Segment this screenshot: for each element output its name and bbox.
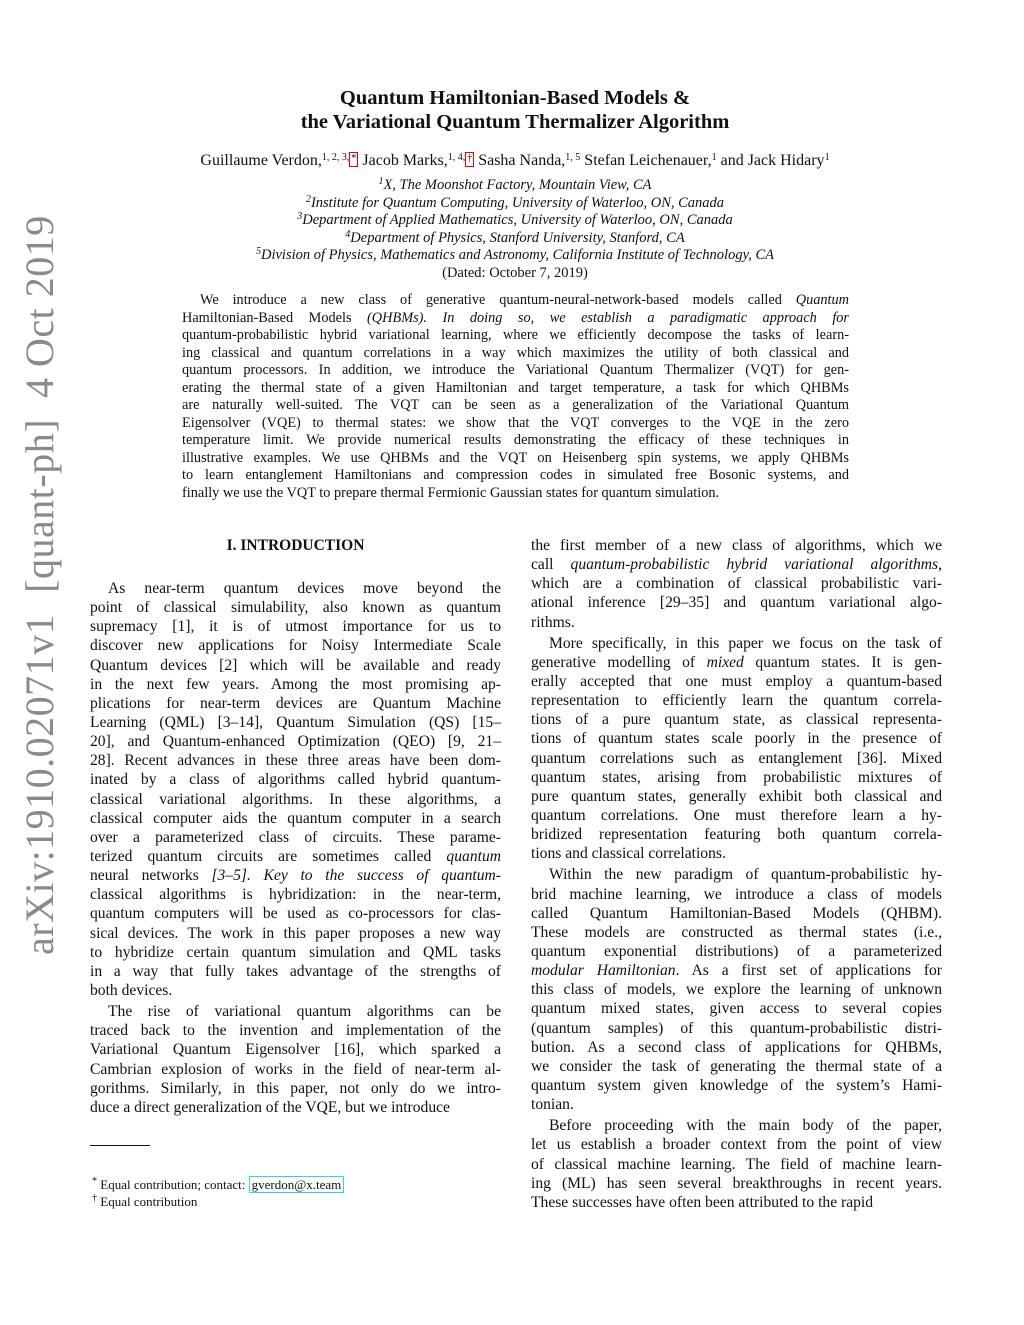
arxiv-stamp: arXiv:1910.02071v1 [quant-ph] 4 Oct 2019	[17, 215, 62, 955]
footnote-mark: *	[92, 1176, 97, 1187]
text-line: this class of models, we explore the learning of unknown	[531, 981, 942, 999]
affil-num: 1	[378, 176, 384, 187]
text-line: let us establish a broader context from the point of view	[531, 1136, 942, 1154]
affil-text: Institute for Quantum Computing, University of Waterloo, ON, Canada	[310, 194, 725, 211]
text-line: tions and classical correlations.	[531, 845, 726, 863]
text-line: 28]. Recent advances in these three areas have been dom-	[90, 752, 501, 770]
text-line: bution. As a second class of applications for QHBMs,	[531, 1038, 942, 1056]
affiliation	[0, 247, 1024, 265]
paragraph	[90, 579, 501, 1000]
author-name: and Jack Hidary	[720, 152, 825, 169]
text-line: These successes have often been attributed to the rapid	[531, 1193, 874, 1211]
text-line: sical devices. The work in this paper proposes a new way	[90, 924, 501, 942]
text-line: supremacy [1], it is of utmost importance for us to	[90, 618, 501, 636]
text-line: modular Hamiltonian. As a first set of applications for	[531, 962, 942, 980]
footnote-link[interactable]: *	[349, 152, 358, 167]
author-affil-sup: 1, 2, 3,	[321, 152, 350, 163]
text-line: which are a combination of classical probabilistic vari-	[531, 575, 942, 593]
text-line: rithms.	[531, 613, 575, 631]
author-name: Jacob Marks,	[362, 152, 448, 169]
right-column	[531, 536, 942, 1214]
title-line-2: the Variational Quantum Thermalizer Algorithm	[300, 111, 730, 133]
text-line: quantum computers will be used as co-processors for clas-	[90, 905, 501, 923]
text-line: quantum correlations such as entanglement [36]. Mixed	[531, 749, 942, 767]
section-heading: I. INTRODUCTION	[226, 537, 365, 554]
footnotes	[92, 1176, 344, 1210]
text-line: We introduce a new class of generative quantum-neural-network-based models called Quantum	[200, 292, 849, 308]
text-line: classical variational algorithms. In these algorithms, a	[90, 790, 501, 808]
text-line: representation to efficiently learn the quantum correla-	[531, 692, 942, 710]
text-line: tonian.	[531, 1096, 574, 1114]
text-line: neural networks [3–5]. Key to the success of quantum-	[90, 867, 501, 885]
text-line: both devices.	[90, 981, 173, 999]
text-line: quantum-probabilistic hybrid variational learning, where we efficiently decompose the tasks of learn-	[182, 327, 849, 343]
footnote-mark: †	[92, 1193, 97, 1204]
text-line: classical algorithms is hybridization: in the near-term,	[90, 886, 501, 904]
affil-num: 4	[345, 228, 351, 240]
text-line: finally we use the VQT to prepare thermal Fermionic Gaussian states for quantum simulation.	[182, 484, 720, 501]
footnote-text: Equal contribution; contact:	[100, 1177, 246, 1192]
paragraph	[531, 865, 942, 1114]
text-line: As near-term quantum devices move beyond the	[108, 580, 501, 597]
text-line: quantum mixed states, given access to several copies	[531, 1000, 942, 1018]
text-line: quantum correlations. One must therefore learn a hy-	[531, 806, 942, 824]
text-line: erating the thermal state of a given Hamiltonian and target temperature, a task for which QHBMs	[182, 379, 849, 396]
text-line: the first member of a new class of algorithms, which we	[531, 537, 942, 554]
affil-text: Department of Applied Mathematics, University of Waterloo, ON, Canada	[302, 212, 733, 228]
text-line: Quantum devices [2] which will be available and ready	[90, 656, 501, 674]
author-affil-sup: 1	[711, 152, 717, 163]
text-line: Variational Quantum Eigensolver [16], which sparked a	[90, 1041, 501, 1059]
author	[584, 152, 716, 169]
text-line: Before proceeding with the main body of the paper,	[549, 1117, 942, 1135]
dated: (Dated: October 7, 2019)	[442, 264, 588, 281]
affil-num: 3	[297, 211, 303, 222]
text-line: gorithms. Similarly, in this paper, not only do we intro-	[90, 1079, 501, 1097]
text-line: tions of a pure quantum state, as classical representa-	[531, 711, 942, 729]
text-line: Learning (QML) [3–14], Quantum Simulation (QS) [15–	[90, 713, 501, 731]
affiliations	[0, 177, 1024, 282]
affiliation	[0, 212, 1024, 230]
text-line: brid machine learning, we introduce a class of models	[531, 885, 942, 903]
text-line: More specifically, in this paper we focus on the task of	[549, 634, 942, 652]
email-link[interactable]: gverdon@x.team	[249, 1176, 345, 1193]
affiliation	[0, 230, 1024, 248]
text-line: 20], and Quantum-enhanced Optimization (QEO) [9, 21–	[90, 733, 501, 751]
text-line: quantum processors. In addition, we introduce the Variational Quantum Thermalizer (VQT) for gen-	[182, 362, 849, 378]
affil-text: X, The Moonshot Factory, Mountain View, CA	[383, 177, 652, 193]
abstract	[182, 292, 849, 504]
text-line: duce a direct generalization of the VQE, but we introduce	[90, 1098, 450, 1116]
author-name: Stefan Leichenauer,	[584, 152, 712, 169]
paragraph	[531, 634, 942, 864]
footnote-link[interactable]: †	[465, 152, 474, 167]
text-line: in a way that fully takes advantage of the strengths of	[90, 962, 501, 980]
paragraph	[182, 292, 849, 502]
footnote-dagger	[92, 1193, 344, 1210]
text-line: Within the new paradigm of quantum-probabilistic hy-	[549, 866, 942, 884]
text-line: to hybridize certain quantum simulation and QML tasks	[90, 943, 501, 961]
text-line: ing classical and quantum correlations in a way which maximizes the utility of both classical and	[182, 344, 849, 361]
text-line: inated by a class of algorithms called hybrid quantum-	[90, 771, 501, 789]
author-name: Sasha Nanda,	[478, 152, 566, 169]
affil-num: 2	[305, 193, 311, 205]
author-affil-sup: 1	[824, 152, 830, 163]
author-affil-sup: 1, 5	[565, 152, 581, 163]
text-line: to learn entanglement Hamiltonians and compression codes in simulated free Bosonic systems, and	[182, 467, 849, 483]
author	[478, 152, 580, 169]
affil-text: Division of Physics, Mathematics and Astronomy, California Institute of Technology, CA	[261, 247, 774, 263]
text-line: of classical machine learning. The field of machine learn-	[531, 1155, 942, 1173]
text-line: illustrative examples. We use QHBMs and the VQT on Heisenberg spin systems, we apply QHBMs	[182, 449, 849, 466]
text-line: quantum exponential distributions) of a parameterized	[531, 942, 942, 960]
author	[200, 152, 358, 169]
text-line: over a parameterized class of circuits. These parame-	[90, 828, 501, 846]
text-line: terized quantum circuits are sometimes called quantum	[90, 847, 501, 865]
paper-title	[0, 86, 1024, 134]
text-line: (quantum samples) of this quantum-probabilistic distri-	[531, 1019, 942, 1037]
left-column	[90, 579, 501, 1119]
paragraph	[531, 1116, 942, 1212]
text-line: pure quantum states, generally exhibit both classical and	[531, 787, 942, 805]
text-line: traced back to the invention and implementation of the	[90, 1022, 501, 1040]
paragraph	[90, 1002, 501, 1117]
footnote-text: Equal contribution	[100, 1194, 198, 1209]
author-affil-sup: 1, 4,	[447, 152, 466, 163]
text-line: called Quantum Hamiltonian-Based Models (QHBM).	[531, 904, 942, 922]
affil-text: Department of Physics, Stanford University, Stanford, CA	[350, 229, 685, 246]
text-line: These models are constructed as thermal states (i.e.,	[531, 923, 942, 941]
text-line: generative modelling of mixed quantum states. It is gen-	[531, 653, 942, 671]
text-line: temperature limit. We provide numerical results demonstrating the efficacy of these techniques in	[182, 432, 849, 448]
text-line: ing (ML) has seen several breakthroughs in recent years.	[531, 1174, 942, 1192]
text-line: Cambrian explosion of works in the field of near-term al-	[90, 1060, 501, 1078]
text-line: bridized representation featuring both quantum correla-	[531, 826, 942, 844]
author-name: Guillaume Verdon,	[200, 152, 322, 169]
text-line: call quantum-probabilistic hybrid variational algorithms,	[531, 556, 942, 574]
text-line: plications for near-term devices are Quantum Machine	[90, 694, 501, 712]
text-line: in the next few years. Among the most promising ap-	[90, 675, 501, 693]
affil-num: 5	[256, 246, 261, 257]
author	[362, 152, 474, 169]
text-line: quantum states, arising from probabilistic mixtures of	[531, 768, 942, 786]
text-line: Hamiltonian-Based Models (QHBMs). In doing so, we establish a paradigmatic approach for	[182, 309, 849, 326]
text-line: erally accepted that one must employ a quantum-based	[531, 672, 942, 690]
text-line: The rise of variational quantum algorithms can be	[108, 1003, 501, 1021]
author-list	[0, 151, 1024, 173]
text-line: are naturally well-suited. The VQT can be seen as a generalization of the Variational Quantum	[182, 397, 849, 413]
author	[721, 152, 830, 169]
text-line: Eigensolver (VQE) to thermal states: we show that the VQT converges to the VQE in the zero	[182, 414, 849, 431]
text-line: tions of quantum states scale poorly in the presence of	[531, 730, 942, 748]
title-line-1: Quantum Hamiltonian-Based Models &	[339, 87, 691, 109]
text-line: point of classical simulability, also known as quantum	[90, 599, 501, 617]
footnote-star	[92, 1176, 344, 1193]
paragraph	[531, 536, 942, 632]
text-line: ational inference [29–35] and quantum variational algo-	[531, 594, 942, 612]
affiliation	[0, 177, 1024, 195]
affiliation	[0, 195, 1024, 213]
text-line: we consider the task of generating the thermal state of a	[531, 1057, 942, 1075]
footnote-rule	[90, 1145, 150, 1146]
text-line: quantum system given knowledge of the system’s Hami-	[531, 1076, 942, 1094]
text-line: discover new applications for Noisy Intermediate Scale	[90, 637, 501, 655]
text-line: classical computer aids the quantum computer in a search	[90, 809, 501, 827]
